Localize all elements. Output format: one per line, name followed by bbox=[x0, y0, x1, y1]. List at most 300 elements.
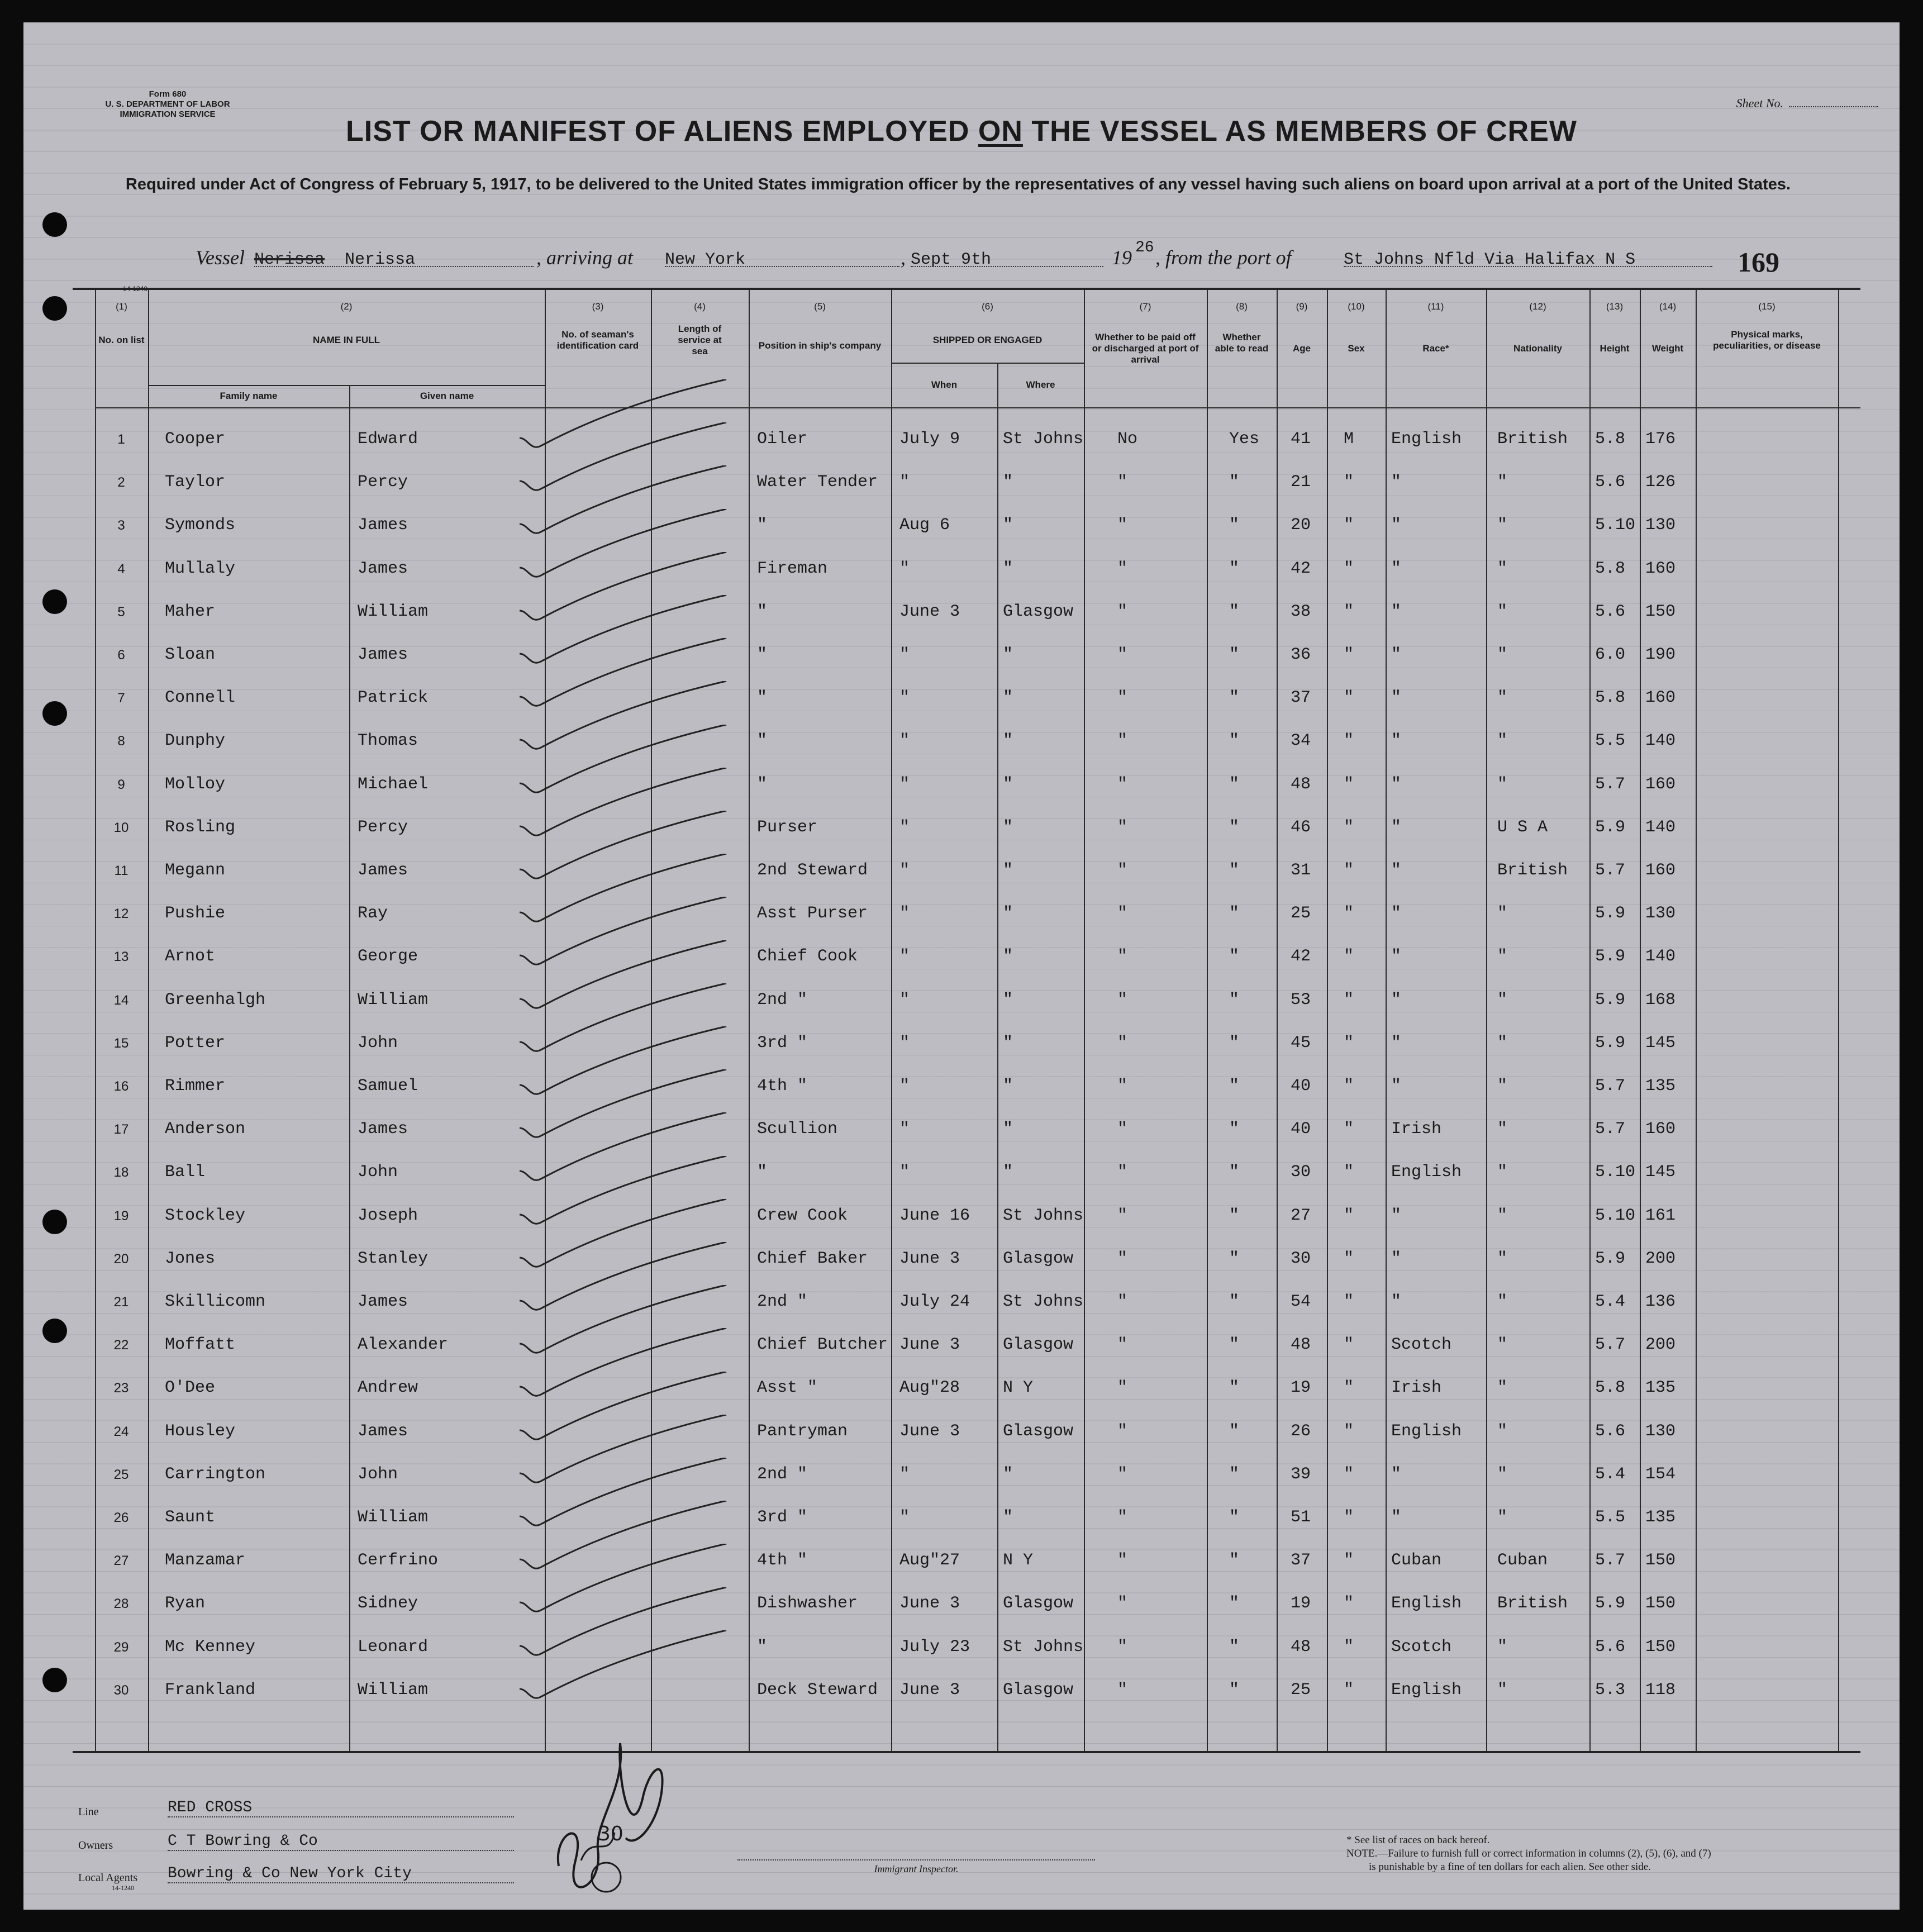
row-number: 3 bbox=[117, 518, 125, 534]
inspector-label: Immigrant Inspector. bbox=[874, 1863, 959, 1874]
sheet-no-label: Sheet No. bbox=[1736, 96, 1783, 110]
cell-read: " bbox=[1229, 774, 1240, 794]
cell-when: " bbox=[899, 904, 910, 924]
from-label: , from the port of bbox=[1155, 246, 1292, 269]
cell-weight: 150 bbox=[1645, 1637, 1676, 1657]
punch-hole bbox=[42, 701, 67, 726]
cell-when: July 23 bbox=[899, 1637, 970, 1657]
cell-family: Anderson bbox=[165, 1120, 246, 1139]
cell-weight: 190 bbox=[1645, 645, 1676, 664]
cell-height: 5.9 bbox=[1595, 817, 1626, 837]
cell-given: Ray bbox=[358, 904, 388, 924]
cell-where: " bbox=[1003, 904, 1013, 924]
cell-race: Scotch bbox=[1391, 1637, 1452, 1657]
cell-height: 5.6 bbox=[1595, 602, 1626, 621]
cell-position: " bbox=[757, 602, 768, 621]
cell-sex: " bbox=[1344, 817, 1354, 837]
row-number: 25 bbox=[113, 1467, 129, 1482]
cell-given: Samuel bbox=[358, 1077, 418, 1096]
cell-age: 36 bbox=[1291, 645, 1311, 664]
cell-nat: " bbox=[1497, 904, 1508, 924]
cell-where: N Y bbox=[1003, 1378, 1034, 1398]
cell-weight: 130 bbox=[1645, 904, 1676, 924]
cell-given: Michael bbox=[358, 774, 429, 794]
cell-paid: " bbox=[1117, 559, 1128, 578]
cell-nat: " bbox=[1497, 1421, 1508, 1441]
row-number: 10 bbox=[113, 820, 129, 835]
cell-sex: " bbox=[1344, 1292, 1354, 1311]
cell-position: 2nd " bbox=[757, 1464, 808, 1484]
cell-where: " bbox=[1003, 990, 1013, 1010]
cell-paid: " bbox=[1117, 947, 1128, 967]
cell-paid: No bbox=[1117, 430, 1138, 449]
cell-nat: " bbox=[1497, 1335, 1508, 1355]
cell-read: " bbox=[1229, 1378, 1240, 1398]
cell-where: " bbox=[1003, 559, 1013, 578]
cell-height: 5.9 bbox=[1595, 990, 1626, 1010]
cell-height: 5.8 bbox=[1595, 1378, 1626, 1398]
cell-family: Stockley bbox=[165, 1206, 246, 1225]
cell-family: Taylor bbox=[165, 473, 226, 492]
cell-family: Cooper bbox=[165, 430, 226, 449]
cell-weight: 126 bbox=[1645, 473, 1676, 492]
cell-sex: " bbox=[1344, 990, 1354, 1010]
col-num: (10) bbox=[1348, 301, 1365, 312]
header-paid-off: Whether to be paid off or discharged at port of arrival bbox=[1092, 332, 1199, 365]
cell-sex: " bbox=[1344, 1594, 1354, 1614]
cell-age: 31 bbox=[1291, 861, 1311, 880]
cell-paid: " bbox=[1117, 645, 1128, 664]
cell-position: Chief Butcher bbox=[757, 1335, 888, 1355]
header-where: Where bbox=[1026, 379, 1055, 390]
cell-sex: " bbox=[1344, 947, 1354, 967]
cell-nat: British bbox=[1497, 430, 1568, 449]
cell-race: " bbox=[1391, 731, 1402, 751]
cell-weight: 130 bbox=[1645, 1421, 1676, 1441]
cell-when: " bbox=[899, 947, 910, 967]
cell-where: St Johns bbox=[1003, 430, 1084, 449]
cell-position: 4th " bbox=[757, 1077, 808, 1096]
row-number: 26 bbox=[113, 1510, 129, 1525]
cell-nat: " bbox=[1497, 602, 1508, 621]
cell-where: Glasgow bbox=[1003, 1421, 1074, 1441]
cell-paid: " bbox=[1117, 602, 1128, 621]
cell-family: Moffatt bbox=[165, 1335, 236, 1355]
header-nationality: Nationality bbox=[1513, 343, 1562, 354]
cell-given: James bbox=[358, 516, 408, 535]
col-num: (1) bbox=[116, 301, 127, 312]
cell-given: Edward bbox=[358, 430, 418, 449]
cell-read: " bbox=[1229, 904, 1240, 924]
vessel-name-field bbox=[254, 250, 534, 267]
cell-family: Symonds bbox=[165, 516, 236, 535]
cell-read: " bbox=[1229, 1551, 1240, 1571]
cell-height: 5.5 bbox=[1595, 731, 1626, 751]
cell-given: William bbox=[358, 602, 429, 621]
cell-race: " bbox=[1391, 688, 1402, 708]
cell-height: 5.9 bbox=[1595, 1594, 1626, 1614]
cell-paid: " bbox=[1117, 1378, 1128, 1398]
cell-age: 51 bbox=[1291, 1508, 1311, 1527]
row-number: 9 bbox=[117, 777, 125, 792]
header-sex: Sex bbox=[1348, 343, 1365, 354]
cell-weight: 145 bbox=[1645, 1163, 1676, 1182]
cell-race: " bbox=[1391, 861, 1402, 880]
cell-sex: M bbox=[1344, 430, 1354, 449]
cell-sex: " bbox=[1344, 1120, 1354, 1139]
cell-race: Cuban bbox=[1391, 1551, 1442, 1571]
cell-race: " bbox=[1391, 559, 1402, 578]
cell-age: 25 bbox=[1291, 904, 1311, 924]
cell-paid: " bbox=[1117, 1206, 1128, 1225]
page-number: 169 bbox=[1738, 246, 1779, 278]
punch-hole bbox=[42, 1210, 67, 1234]
cell-given: Thomas bbox=[358, 731, 418, 751]
cell-sex: " bbox=[1344, 1551, 1354, 1571]
cell-given: John bbox=[358, 1033, 398, 1053]
cell-height: 5.10 bbox=[1595, 516, 1636, 535]
header-able-read: Whether able to read bbox=[1215, 332, 1269, 354]
cell-position: " bbox=[757, 1637, 768, 1657]
cell-family: Sloan bbox=[165, 645, 216, 664]
cell-when: July 24 bbox=[899, 1292, 970, 1311]
cell-read: " bbox=[1229, 817, 1240, 837]
cell-sex: " bbox=[1344, 1077, 1354, 1096]
cell-read: " bbox=[1229, 602, 1240, 621]
row-number: 30 bbox=[113, 1682, 129, 1698]
col-num: (7) bbox=[1139, 301, 1151, 312]
cell-height: 5.7 bbox=[1595, 1335, 1626, 1355]
cell-age: 48 bbox=[1291, 1335, 1311, 1355]
header-race: Race* bbox=[1422, 343, 1449, 354]
cell-race: " bbox=[1391, 1464, 1402, 1484]
year-suffix: 26 bbox=[1135, 239, 1154, 256]
cell-position: Water Tender bbox=[757, 473, 878, 492]
row-number: 8 bbox=[117, 734, 125, 749]
cell-height: 5.8 bbox=[1595, 559, 1626, 578]
cell-family: Connell bbox=[165, 688, 236, 708]
sheet-no-field bbox=[1789, 106, 1878, 107]
cell-given: Leonard bbox=[358, 1637, 429, 1657]
cell-read: " bbox=[1229, 731, 1240, 751]
cell-race: " bbox=[1391, 1508, 1402, 1527]
line-label: Line bbox=[78, 1806, 99, 1818]
cell-given: James bbox=[358, 861, 408, 880]
col-num: (5) bbox=[814, 301, 826, 312]
cell-paid: " bbox=[1117, 1033, 1128, 1053]
cell-height: 5.8 bbox=[1595, 430, 1626, 449]
cell-where: " bbox=[1003, 1077, 1013, 1096]
punch-hole bbox=[42, 589, 67, 614]
cell-read: Yes bbox=[1229, 430, 1260, 449]
cell-age: 21 bbox=[1291, 473, 1311, 492]
cell-family: Molloy bbox=[165, 774, 226, 794]
row-number: 5 bbox=[117, 604, 125, 620]
cell-read: " bbox=[1229, 516, 1240, 535]
cell-where: Glasgow bbox=[1003, 1335, 1074, 1355]
cell-paid: " bbox=[1117, 774, 1128, 794]
from-port: St Johns Nfld Via Halifax N S bbox=[1344, 250, 1636, 269]
arriving-label: , arriving at bbox=[536, 246, 634, 269]
inspector-signature-stamp bbox=[536, 1721, 693, 1900]
cell-weight: 130 bbox=[1645, 516, 1676, 535]
cell-sex: " bbox=[1344, 559, 1354, 578]
cell-age: 41 bbox=[1291, 430, 1311, 449]
cell-position: 3rd " bbox=[757, 1033, 808, 1053]
cell-height: 5.7 bbox=[1595, 1077, 1626, 1096]
cell-read: " bbox=[1229, 1508, 1240, 1527]
cell-read: " bbox=[1229, 1464, 1240, 1484]
cell-where: " bbox=[1003, 473, 1013, 492]
cell-race: " bbox=[1391, 473, 1402, 492]
date-field bbox=[911, 250, 1103, 267]
cell-where: " bbox=[1003, 1163, 1013, 1182]
owners-value: C T Bowring & Co bbox=[168, 1833, 514, 1851]
cell-read: " bbox=[1229, 473, 1240, 492]
cell-family: Mc Kenney bbox=[165, 1637, 256, 1657]
cell-when: " bbox=[899, 817, 910, 837]
cell-nat: " bbox=[1497, 516, 1508, 535]
note-penalty: NOTE.—Failure to furnish full or correct information in columns (2), (5), (6), and (7) bbox=[1346, 1848, 1711, 1859]
cell-race: " bbox=[1391, 1033, 1402, 1053]
cell-height: 5.6 bbox=[1595, 1637, 1626, 1657]
cell-age: 40 bbox=[1291, 1120, 1311, 1139]
cell-when: June 3 bbox=[899, 1249, 960, 1268]
cell-where: " bbox=[1003, 516, 1013, 535]
cell-family: Frankland bbox=[165, 1680, 256, 1700]
cell-race: English bbox=[1391, 1680, 1462, 1700]
cell-family: O'Dee bbox=[165, 1378, 216, 1398]
cell-position: 4th " bbox=[757, 1551, 808, 1571]
cell-family: Potter bbox=[165, 1033, 226, 1053]
cell-given: James bbox=[358, 1292, 408, 1311]
cell-position: 2nd Steward bbox=[757, 861, 868, 880]
row-number: 27 bbox=[113, 1553, 129, 1569]
cell-read: " bbox=[1229, 559, 1240, 578]
punch-hole bbox=[42, 212, 67, 237]
cell-nat: " bbox=[1497, 645, 1508, 664]
cell-family: Greenhalgh bbox=[165, 990, 266, 1010]
cell-read: " bbox=[1229, 1249, 1240, 1268]
cell-sex: " bbox=[1344, 645, 1354, 664]
cell-race: " bbox=[1391, 947, 1402, 967]
row-number: 1 bbox=[117, 432, 125, 447]
cell-sex: " bbox=[1344, 1637, 1354, 1657]
cell-family: Housley bbox=[165, 1421, 236, 1441]
cell-given: Joseph bbox=[358, 1206, 418, 1225]
year-prefix: 19 bbox=[1112, 246, 1132, 269]
cell-paid: " bbox=[1117, 1077, 1128, 1096]
cell-read: " bbox=[1229, 1163, 1240, 1182]
cell-paid: " bbox=[1117, 1421, 1128, 1441]
header-physical-marks: Physical marks, peculiarities, or disease bbox=[1713, 329, 1821, 351]
cell-read: " bbox=[1229, 990, 1240, 1010]
cell-position: Chief Cook bbox=[757, 947, 858, 967]
cell-family: Jones bbox=[165, 1249, 216, 1268]
cell-age: 25 bbox=[1291, 1680, 1311, 1700]
punch-hole bbox=[42, 1319, 67, 1343]
cell-position: 3rd " bbox=[757, 1508, 808, 1527]
cell-race: " bbox=[1391, 516, 1402, 535]
cell-sex: " bbox=[1344, 516, 1354, 535]
header-given-name: Given name bbox=[420, 391, 474, 401]
cell-position: Purser bbox=[757, 817, 818, 837]
cell-weight: 150 bbox=[1645, 1551, 1676, 1571]
cell-where: " bbox=[1003, 645, 1013, 664]
cell-age: 42 bbox=[1291, 947, 1311, 967]
cell-given: Patrick bbox=[358, 688, 429, 708]
cell-race: " bbox=[1391, 1077, 1402, 1096]
cell-weight: 160 bbox=[1645, 774, 1676, 794]
cell-paid: " bbox=[1117, 688, 1128, 708]
cell-weight: 176 bbox=[1645, 430, 1676, 449]
cell-when: " bbox=[899, 731, 910, 751]
cell-nat: " bbox=[1497, 473, 1508, 492]
header-seaman-card: No. of seaman's identification card bbox=[556, 329, 639, 351]
cell-height: 5.9 bbox=[1595, 947, 1626, 967]
row-number: 19 bbox=[113, 1208, 129, 1224]
cell-height: 5.6 bbox=[1595, 473, 1626, 492]
row-number: 14 bbox=[113, 992, 129, 1008]
cell-read: " bbox=[1229, 1637, 1240, 1657]
title-part: THE VESSEL AS MEMBERS OF CREW bbox=[1022, 115, 1577, 147]
cell-when: " bbox=[899, 1163, 910, 1182]
row-number: 29 bbox=[113, 1639, 129, 1655]
cell-where: " bbox=[1003, 1120, 1013, 1139]
cell-paid: " bbox=[1117, 1464, 1128, 1484]
cell-given: George bbox=[358, 947, 418, 967]
vessel-label: Vessel bbox=[196, 246, 245, 269]
form-line: U. S. DEPARTMENT OF LABOR bbox=[105, 99, 230, 109]
col-num: (12) bbox=[1529, 301, 1546, 312]
cell-race: " bbox=[1391, 817, 1402, 837]
cell-weight: 135 bbox=[1645, 1077, 1676, 1096]
cell-when: June 3 bbox=[899, 1335, 960, 1355]
header-position: Position in ship's company bbox=[758, 340, 882, 351]
cell-paid: " bbox=[1117, 1292, 1128, 1311]
col-num: (11) bbox=[1427, 301, 1444, 312]
cell-age: 45 bbox=[1291, 1033, 1311, 1053]
cell-nat: " bbox=[1497, 1680, 1508, 1700]
cell-nat: " bbox=[1497, 559, 1508, 578]
cell-position: Scullion bbox=[757, 1120, 838, 1139]
col-num: (14) bbox=[1659, 301, 1677, 312]
cell-read: " bbox=[1229, 1292, 1240, 1311]
cell-family: Dunphy bbox=[165, 731, 226, 751]
cell-read: " bbox=[1229, 1077, 1240, 1096]
cell-read: " bbox=[1229, 1120, 1240, 1139]
cell-nat: " bbox=[1497, 1464, 1508, 1484]
cell-nat: " bbox=[1497, 990, 1508, 1010]
cell-race: English bbox=[1391, 1594, 1462, 1614]
cell-where: St Johns bbox=[1003, 1292, 1084, 1311]
cell-weight: 145 bbox=[1645, 1033, 1676, 1053]
cell-nat: " bbox=[1497, 774, 1508, 794]
cell-height: 5.9 bbox=[1595, 1033, 1626, 1053]
cell-nat: British bbox=[1497, 861, 1568, 880]
cell-given: Sidney bbox=[358, 1594, 418, 1614]
cell-nat: British bbox=[1497, 1594, 1568, 1614]
cell-position: Fireman bbox=[757, 559, 828, 578]
cell-race: " bbox=[1391, 602, 1402, 621]
header-no-on-list: No. on list bbox=[98, 335, 145, 345]
cell-family: Rosling bbox=[165, 817, 236, 837]
cell-age: 27 bbox=[1291, 1206, 1311, 1225]
cell-where: " bbox=[1003, 1508, 1013, 1527]
punch-hole bbox=[42, 1668, 67, 1692]
cell-height: 5.10 bbox=[1595, 1163, 1636, 1182]
cell-race: " bbox=[1391, 1249, 1402, 1268]
form-line: IMMIGRATION SERVICE bbox=[120, 110, 216, 119]
cell-read: " bbox=[1229, 1206, 1240, 1225]
cell-family: Skillicomn bbox=[165, 1292, 266, 1311]
cell-given: William bbox=[358, 1508, 429, 1527]
cell-age: 19 bbox=[1291, 1378, 1311, 1398]
cell-nat: " bbox=[1497, 688, 1508, 708]
cell-weight: 150 bbox=[1645, 1594, 1676, 1614]
cell-paid: " bbox=[1117, 473, 1128, 492]
cell-paid: " bbox=[1117, 1594, 1128, 1614]
punch-hole bbox=[42, 296, 67, 321]
cell-nat: " bbox=[1497, 947, 1508, 967]
cell-read: " bbox=[1229, 645, 1240, 664]
row-number: 22 bbox=[113, 1338, 129, 1353]
col-num: (2) bbox=[340, 301, 353, 312]
cell-nat: " bbox=[1497, 1077, 1508, 1096]
cell-age: 48 bbox=[1291, 1637, 1311, 1657]
cell-sex: " bbox=[1344, 1378, 1354, 1398]
arriving-at: New York bbox=[665, 250, 746, 269]
cell-weight: 136 bbox=[1645, 1292, 1676, 1311]
row-number: 28 bbox=[113, 1596, 129, 1612]
cell-race: " bbox=[1391, 774, 1402, 794]
cell-height: 5.6 bbox=[1595, 1421, 1626, 1441]
cell-position: Asst Purser bbox=[757, 904, 868, 924]
cell-where: Glasgow bbox=[1003, 1594, 1074, 1614]
cell-nat: " bbox=[1497, 1163, 1508, 1182]
cell-where: " bbox=[1003, 947, 1013, 967]
cell-where: " bbox=[1003, 1464, 1013, 1484]
cell-weight: 200 bbox=[1645, 1249, 1676, 1268]
cell-nat: " bbox=[1497, 1637, 1508, 1657]
cell-paid: " bbox=[1117, 904, 1128, 924]
cell-race: English bbox=[1391, 430, 1462, 449]
cell-given: Andrew bbox=[358, 1378, 418, 1398]
cell-age: 39 bbox=[1291, 1464, 1311, 1484]
cell-paid: " bbox=[1117, 516, 1128, 535]
cell-position: Crew Cook bbox=[757, 1206, 848, 1225]
cell-when: June 3 bbox=[899, 1594, 960, 1614]
cell-position: Deck Steward bbox=[757, 1680, 878, 1700]
cell-when: Aug 6 bbox=[899, 516, 950, 535]
cell-where: St Johns bbox=[1003, 1637, 1084, 1657]
cell-weight: 200 bbox=[1645, 1335, 1676, 1355]
subtitle: Required under Act of Congress of February 5, 1917, to be delivered to the United States immigration officer by the representatives of any vessel having such aliens on board upon arrival at a port of the United States. bbox=[125, 175, 1791, 193]
cell-family: Mullaly bbox=[165, 559, 236, 578]
cell-weight: 160 bbox=[1645, 559, 1676, 578]
col-num: (6) bbox=[982, 301, 993, 312]
cell-age: 53 bbox=[1291, 990, 1311, 1010]
inspector-signature-line bbox=[737, 1859, 1095, 1860]
cell-position: Asst " bbox=[757, 1378, 818, 1398]
note-penalty: is punishable by a fine of ten dollars for each alien. See other side. bbox=[1369, 1861, 1651, 1873]
row-number: 12 bbox=[113, 906, 129, 922]
cell-given: John bbox=[358, 1464, 398, 1484]
form-line: Form 680 bbox=[149, 89, 187, 99]
arrival-date: Sept 9th bbox=[911, 250, 992, 269]
cell-family: Rimmer bbox=[165, 1077, 226, 1096]
cell-family: Arnot bbox=[165, 947, 216, 967]
